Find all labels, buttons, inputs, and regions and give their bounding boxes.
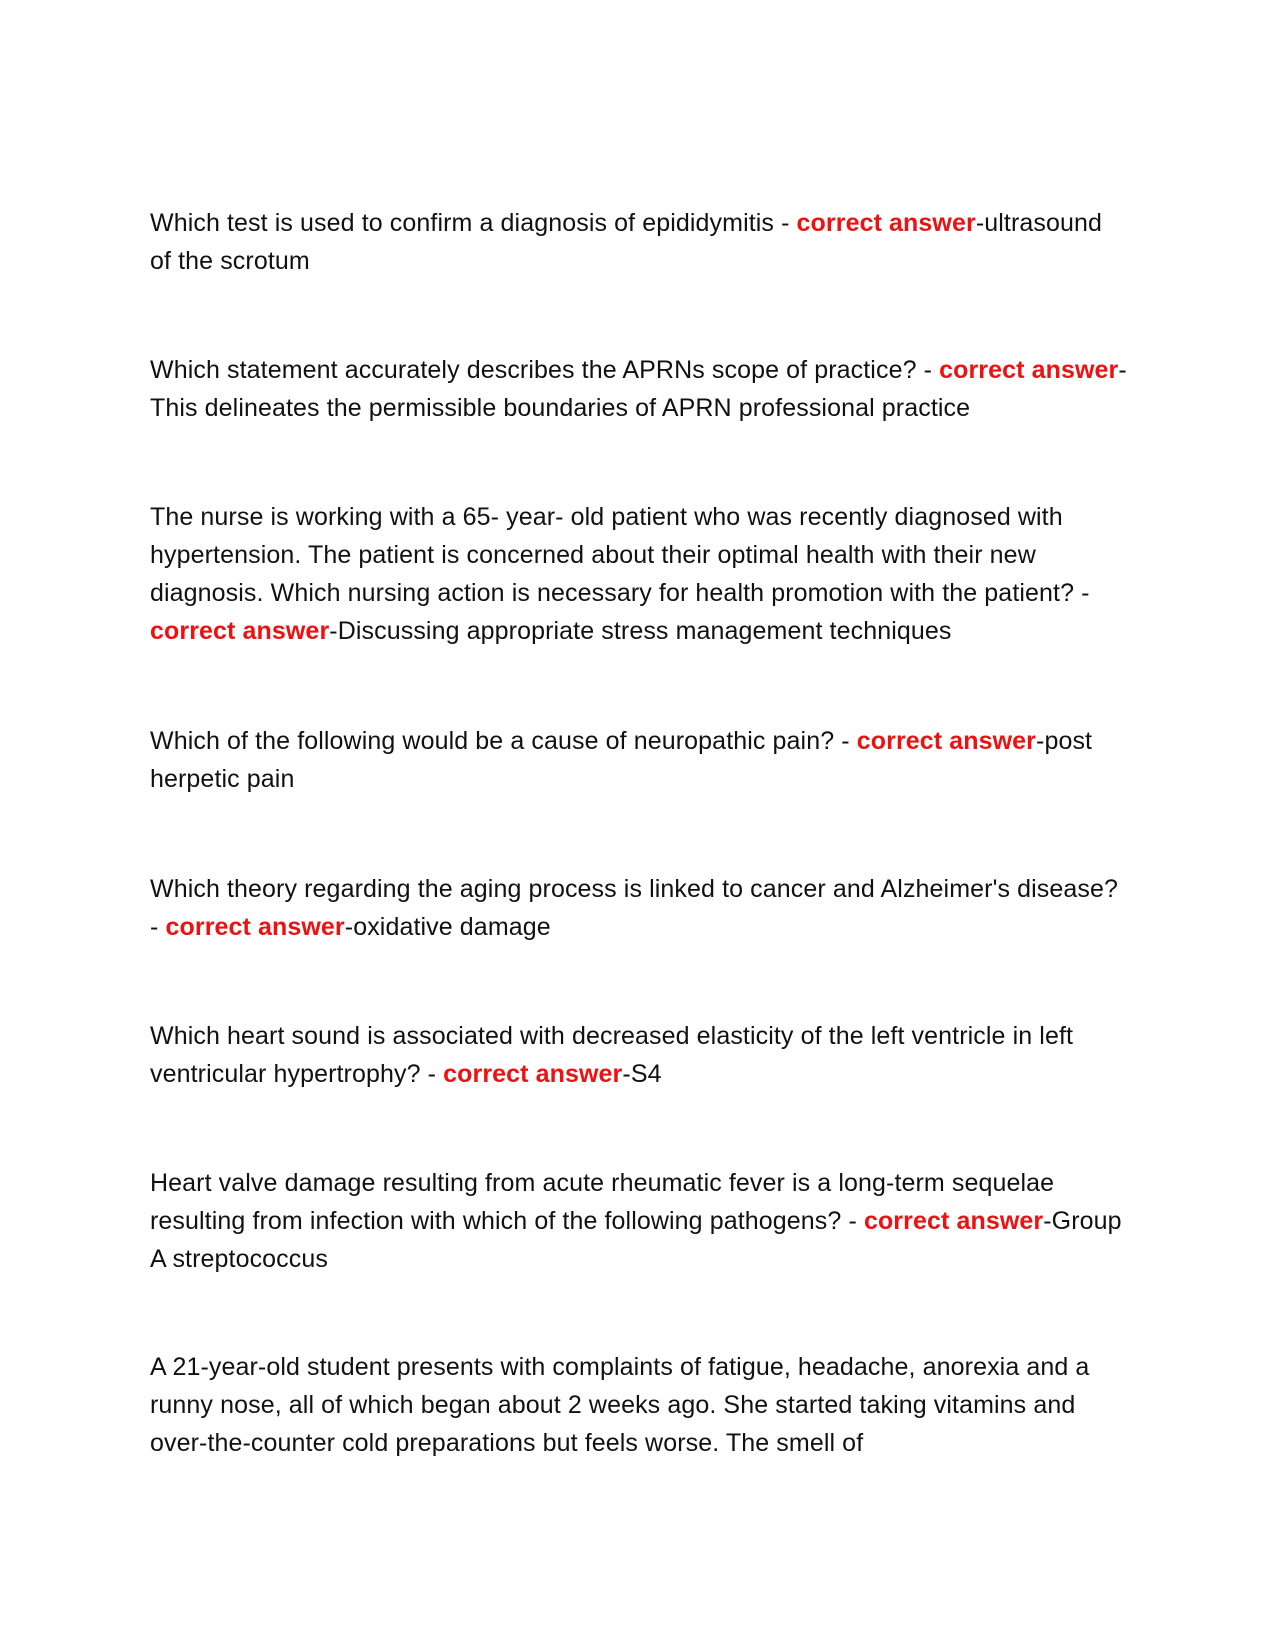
answer-text: -Group A streptococcus	[150, 1207, 1122, 1273]
question-text: Which statement accurately describes the APRNs scope of practice? -	[150, 356, 940, 384]
correct-answer-label: correct answer	[443, 1060, 623, 1088]
answer-text: -This delineates the permissible boundaries of APRN professional practice	[150, 356, 1127, 422]
answer-text: -post herpetic pain	[150, 727, 1093, 793]
question-text: Which heart sound is associated with decreased elasticity of the left ventricle in left ventricular hypertrophy? -	[150, 1022, 1074, 1088]
question-text: Which test is used to confirm a diagnosis of epididymitis -	[150, 209, 797, 237]
answer-text: -ultrasound of the scrotum	[150, 209, 1103, 275]
correct-answer-label: correct answer	[863, 1207, 1044, 1235]
question-text: Which theory regarding the aging process is linked to cancer and Alzheimer's disease? -	[150, 875, 1118, 941]
correct-answer-label: correct answer	[150, 617, 330, 645]
correct-answer-label: correct answer	[796, 209, 976, 237]
question-text: A 21-year-old student presents with complaints of fatigue, headache, anorexia and a runny nose, all of which began about 2 weeks ago. She started taking vitamins and over-the-counter cold preparations but feels worse. The smell of	[150, 1353, 1090, 1457]
qa-item	[150, 1017, 1130, 1093]
question-text: Heart valve damage resulting from acute rheumatic fever is a long-term sequelae resulting from infection with which of the following pathogens? -	[150, 1169, 1055, 1235]
question-text: Which of the following would be a cause of neuropathic pain? -	[150, 727, 857, 755]
qa-item	[150, 1164, 1130, 1278]
answer-text: -S4	[622, 1060, 662, 1088]
qa-item	[150, 498, 1130, 650]
question-text: The nurse is working with a 65- year- old patient who was recently diagnosed with hypertension. The patient is concerned about their optimal health with their new diagnosis. Which nursing action is necessary for health promotion with the patient? -	[150, 503, 1090, 607]
correct-answer-label: correct answer	[165, 913, 345, 941]
qa-item-partial	[150, 1348, 1130, 1462]
correct-answer-label: correct answer	[856, 727, 1037, 755]
qa-item	[150, 870, 1130, 946]
qa-item	[150, 204, 1130, 280]
qa-item	[150, 722, 1130, 798]
qa-item	[150, 351, 1130, 427]
answer-text: -Discussing appropriate stress management techniques	[329, 617, 952, 645]
correct-answer-label: correct answer	[939, 356, 1119, 384]
answer-text: -oxidative damage	[344, 913, 551, 941]
